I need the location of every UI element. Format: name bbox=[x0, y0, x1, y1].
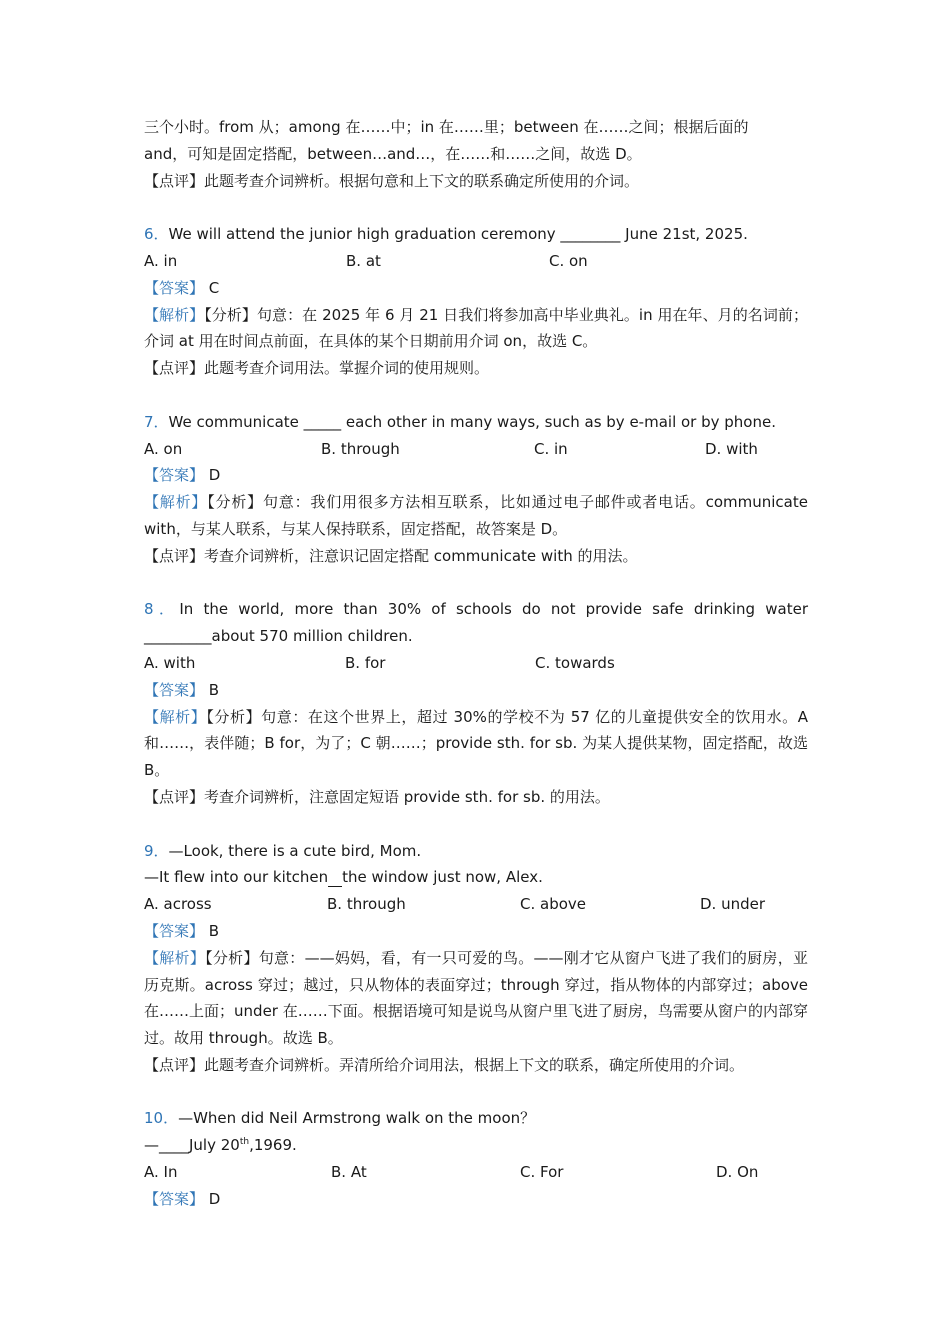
q9-number: 9． bbox=[144, 841, 169, 860]
q9-option-c: C. above bbox=[520, 895, 587, 914]
q8-option-c: C. towards bbox=[535, 653, 615, 672]
q7-option-d: D. with bbox=[705, 439, 758, 458]
q10-answer: 【答案】 D bbox=[144, 1189, 221, 1208]
q8-option-a: A. with bbox=[144, 653, 196, 672]
q6-analysis: 【解析】【分析】句意：在 2025 年 6 月 21 日我们将参加高中毕业典礼。in 用在年、月的名词前；介词 at 用在时间点前面，在具体的某个日期前用介词 on，故选 C。 bbox=[144, 305, 808, 351]
q9-option-a: A. across bbox=[144, 895, 212, 914]
q10-option-a: A. In bbox=[144, 1163, 178, 1182]
q9-answer: 【答案】 B bbox=[144, 921, 220, 940]
q9-stem-line2: —It flew into our kitchen the window just now, Alex. bbox=[144, 868, 543, 887]
q7-answer: 【答案】 D bbox=[144, 466, 221, 485]
q9-option-d: D. under bbox=[700, 895, 766, 914]
q7-analysis: 【解析】【分析】句意：我们用很多方法相互联系，比如通过电子邮件或者电话。communicate with，与某人联系，与某人保持联系，固定搭配，故答案是 D。 bbox=[144, 493, 808, 538]
q7-option-b: B. through bbox=[321, 439, 400, 458]
q8-number: 8． bbox=[144, 600, 180, 619]
q8-options bbox=[144, 650, 808, 677]
q8-answer: 【答案】 B bbox=[144, 680, 220, 699]
q7-option-c: C. in bbox=[534, 439, 568, 458]
q6-number: 6． bbox=[144, 225, 169, 244]
q9-stem-line1: 9．—Look, there is a cute bird, Mom. bbox=[144, 841, 422, 860]
q8-comment: 【点评】考查介词辨析，注意固定短语 provide sth. for sb. 的用法。 bbox=[144, 787, 610, 806]
q6-stem: 6．We will attend the junior high graduation ceremony ________ June 21st, 2025. bbox=[144, 225, 748, 244]
q9-blank bbox=[328, 868, 342, 887]
q5-comment: 【点评】此题考查介词辨析。根据句意和上下文的联系确定所使用的介词。 bbox=[144, 171, 640, 190]
q6-option-b: B. at bbox=[346, 251, 381, 270]
q5-analysis-line1: 三个小时。from 从；among 在……中；in 在……里；between 在……之间；根据后面的 bbox=[144, 118, 749, 136]
q7-options bbox=[144, 436, 808, 463]
q7-stem: 7．We communicate _____ each other in many ways, such as by e-mail or by phone. bbox=[144, 412, 776, 431]
q10-option-c: C. For bbox=[520, 1163, 564, 1182]
q8-stem: 8．In the world, more than 30% of schools do not provide safe drinking water _________about 570 million children. bbox=[144, 600, 808, 646]
q7-number: 7． bbox=[144, 412, 169, 431]
q8-analysis: 【解析】【分析】句意：在这个世界上，超过 30%的学校不为 57 亿的儿童提供安全的饮用水。A 和……，表伴随；B for，为了；C 朝……；provide sth. for sb. 为某人提供某物，固定搭配，故选 B。 bbox=[144, 707, 808, 780]
q6-option-c: C. on bbox=[549, 251, 588, 270]
q10-stem-line1: 10．—When did Neil Armstrong walk on the moon？ bbox=[144, 1109, 536, 1128]
q10-option-d: D. On bbox=[716, 1163, 759, 1182]
document-content bbox=[144, 114, 808, 1213]
q6-option-a: A. in bbox=[144, 251, 178, 270]
q10-stem-line2: —____July 20th,1969. bbox=[144, 1136, 297, 1155]
q9-analysis: 【解析】【分析】句意：——妈妈，看，有一只可爱的鸟。——刚才它从窗户飞进了我们的厨房，亚历克斯。across 穿过；越过，只从物体的表面穿过；through 穿过，指从物体的内部穿过；above 在……上面；under 在……下面。根据语境可知是说鸟从窗户里飞进了厨房，鸟需要从窗户的内部穿过。故用 through。故选 B。 bbox=[144, 948, 808, 1048]
q8-option-b: B. for bbox=[345, 653, 386, 672]
q10-number: 10． bbox=[144, 1109, 179, 1128]
q10-option-b: B. At bbox=[331, 1163, 367, 1182]
q6-comment: 【点评】此题考查介词用法。掌握介词的使用规则。 bbox=[144, 359, 490, 378]
q5-analysis-line2: and，可知是固定搭配，between…and…，在……和……之间，故选 D。 bbox=[144, 144, 642, 163]
q9-comment: 【点评】此题考查介词辨析。弄清所给介词用法，根据上下文的联系，确定所使用的介词。 bbox=[144, 1055, 745, 1074]
q9-options bbox=[144, 891, 808, 918]
q6-options bbox=[144, 248, 808, 275]
q7-option-a: A. on bbox=[144, 439, 183, 458]
q10-options bbox=[144, 1159, 808, 1186]
q6-answer: 【答案】 C bbox=[144, 278, 220, 297]
q7-comment: 【点评】考查介词辨析，注意识记固定搭配 communicate with 的用法。 bbox=[144, 546, 638, 565]
q9-option-b: B. through bbox=[327, 895, 406, 914]
